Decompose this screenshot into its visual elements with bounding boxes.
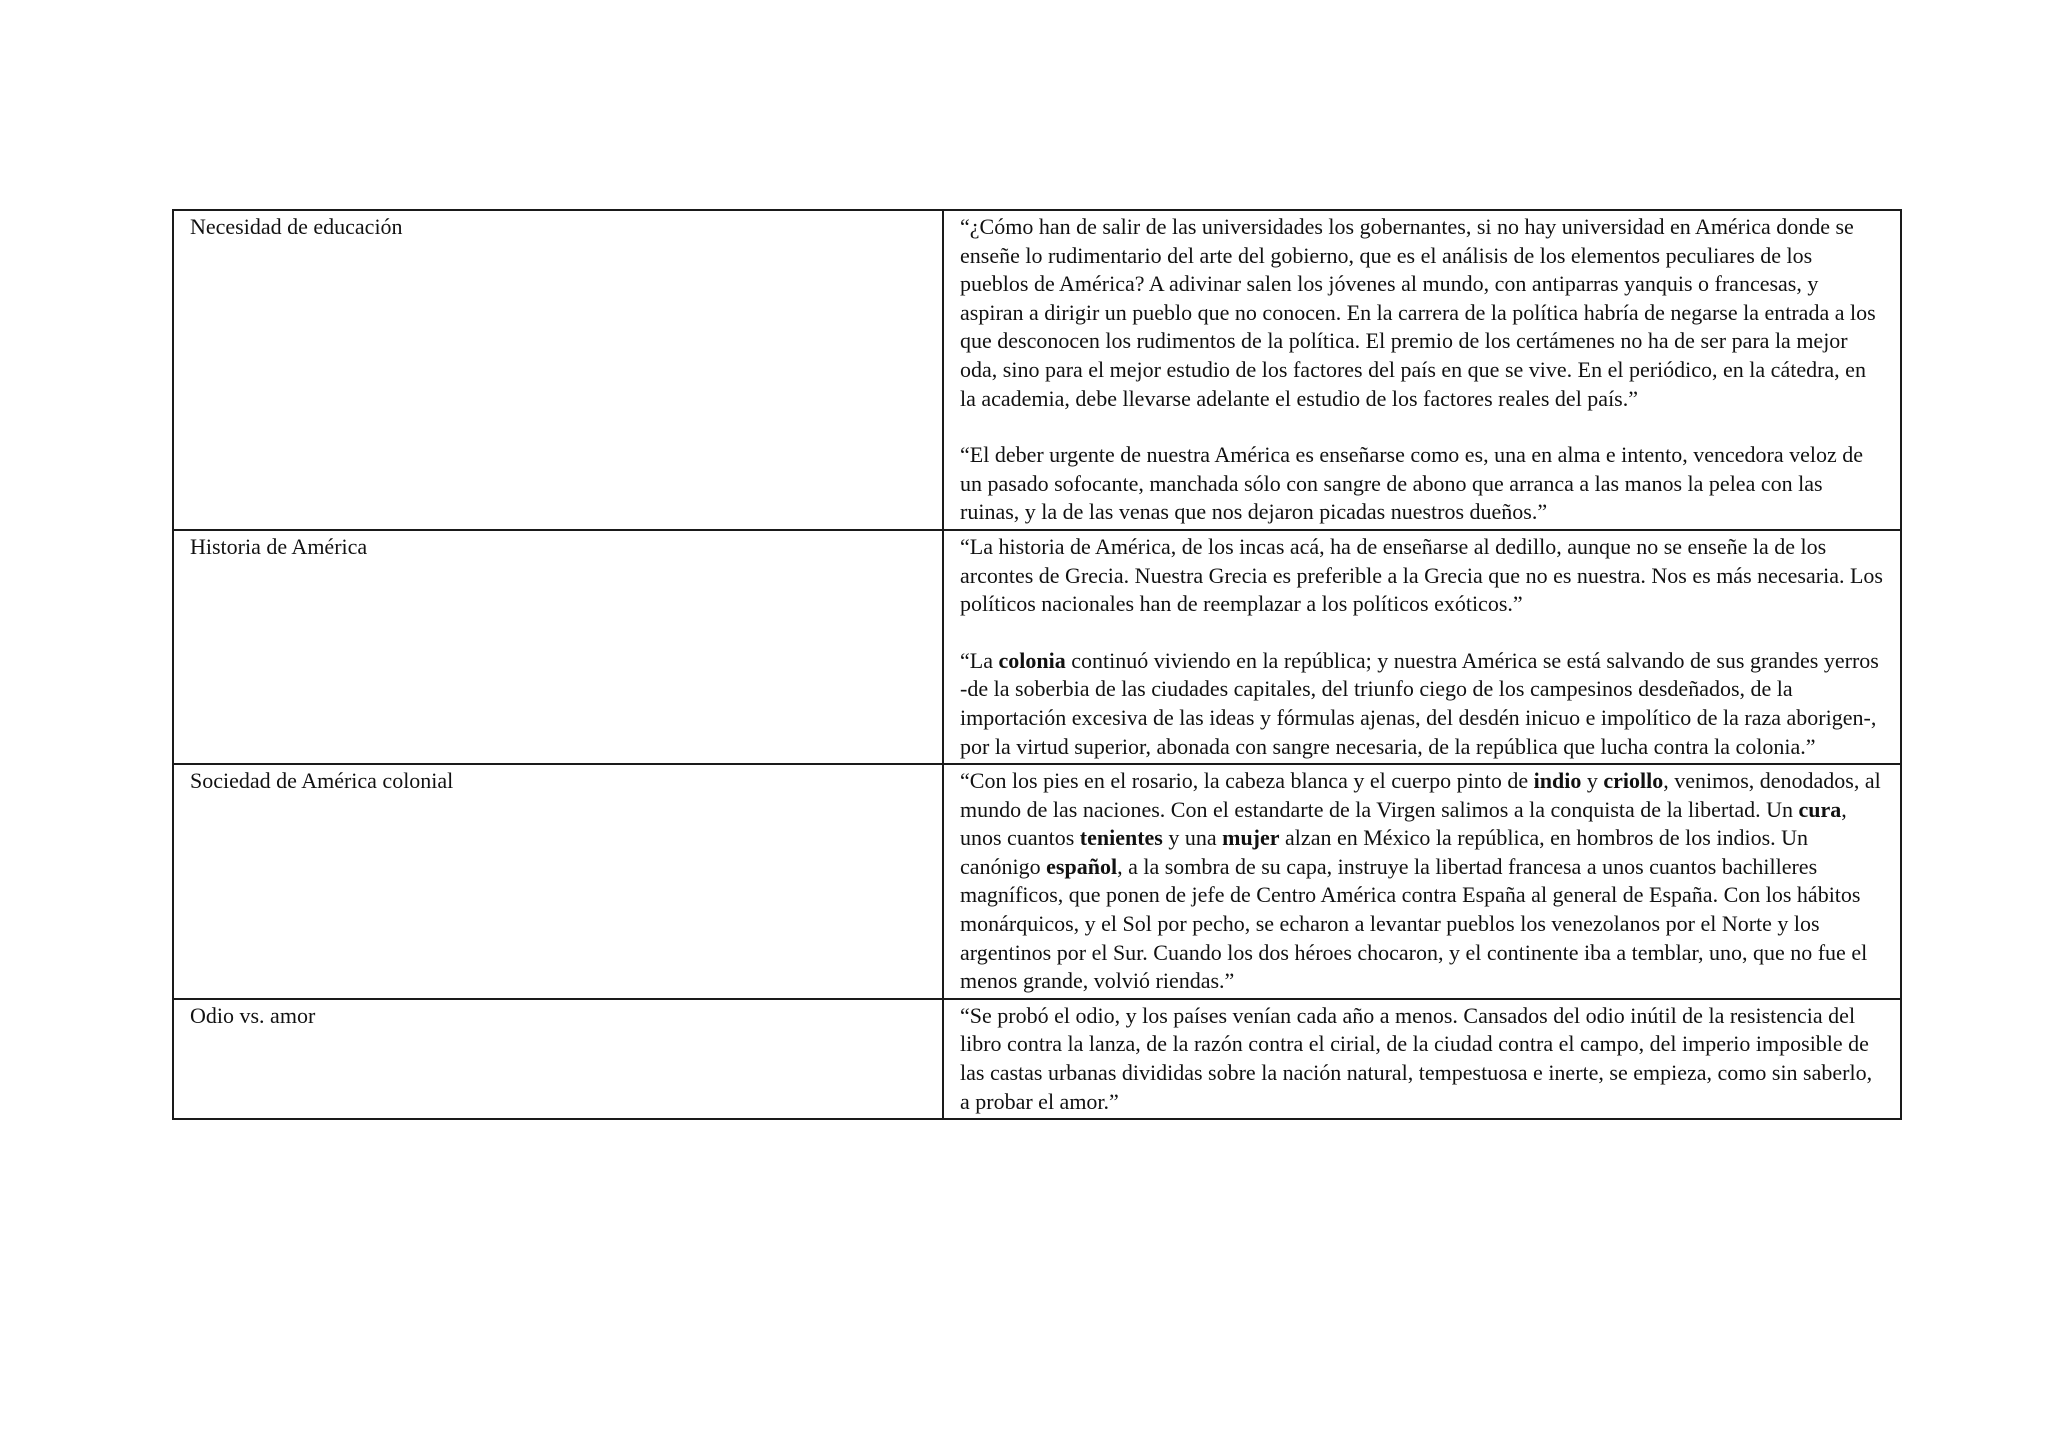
quote-text: y (1581, 768, 1604, 794)
quote-text: continuó viviendo en la república; y nuestra América se está salvando de sus grandes yerros -de la soberbia de las ciudades capitales, del triunfo ciego de los campesinos desdeñados, de la importación excesiva de las ideas y fórmulas ajenas, del desdén inicuo e impolítico de la raza aborigen-, por la virtud superior, abonada con sangre necesaria, de la república que lucha contra la colonia.” (960, 647, 1879, 759)
quote-cell (943, 999, 1901, 1119)
quote-text: y una (1162, 825, 1223, 851)
quote-text: “La historia de América, de los incas acá, ha de enseñarse al dedillo, aunque no se enseñe la de los arcontes de Grecia. Nuestra Grecia es preferible a la Grecia que no es nuestra. Nos es más necesaria. Los políticos nacionales han de reemplazar a los políticos exóticos.” (960, 533, 1883, 617)
quote-emphasis: indio (1533, 768, 1582, 794)
table-row (173, 764, 1901, 999)
themes-table (172, 209, 1902, 1120)
quote-emphasis: español (1046, 853, 1118, 879)
quote-text: “Se probó el odio, y los países venían cada año a menos. Cansados del odio inútil de la resistencia del libro contra la lanza, de la razón contra el cirial, de la ciudad contra el campo, del imperio imposible de las castas urbanas divididas sobre la nación natural, tempestuosa e inerte, se empieza, como sin saberlo, a probar el amor.” (960, 1002, 1873, 1114)
quote-cell (943, 530, 1901, 764)
quote-text: “Con los pies en el rosario, la cabeza blanca y el cuerpo pinto de (960, 768, 1534, 794)
quote-text: alzan en México la república, en hombros de los indios. Un canónigo (960, 825, 1809, 879)
quote-paragraph (960, 767, 1886, 996)
quote-text: “El deber urgente de nuestra América es enseñarse como es, una en alma e intento, vencedora veloz de un pasado sofocante, manchada sólo con sangre de abono que arranca a las manos la pelea con las ruinas, y la de las venas que nos dejaron picadas nuestros dueños.” (960, 442, 1864, 525)
quote-paragraph (960, 647, 1886, 761)
quote-text: , venimos, denodados, al mundo de las naciones. Con el estandarte de la Virgen salimos a la conquista de la libertad. Un (960, 768, 1881, 822)
table-row (173, 530, 1901, 764)
quote-text: , unos cuantos (960, 796, 1847, 851)
topic-cell: Odio vs. amor (173, 999, 943, 1119)
table-row (173, 999, 1901, 1119)
quote-emphasis: criollo (1603, 768, 1664, 794)
quote-emphasis: mujer (1222, 825, 1280, 851)
quote-paragraph (960, 213, 1886, 413)
quote-emphasis: colonia (998, 647, 1066, 673)
quote-paragraph (960, 533, 1886, 619)
quote-emphasis: tenientes (1079, 825, 1163, 851)
quote-emphasis: cura (1798, 796, 1842, 822)
quote-cell (943, 764, 1901, 999)
quote-text: “La (960, 647, 999, 673)
table-row (173, 210, 1901, 530)
topic-cell: Necesidad de educación (173, 210, 943, 530)
quote-paragraph (960, 441, 1886, 527)
topic-cell: Sociedad de América colonial (173, 764, 943, 999)
quote-text: “¿Cómo han de salir de las universidades los gobernantes, si no hay universidad en América donde se enseñe lo rudimentario del arte del gobierno, que es el análisis de los elementos peculiares de los pueblos de América? A adivinar salen los jóvenes al mundo, con antiparras yanquis o francesas, y aspiran a dirigir un pueblo que no conocen. En la carrera de la política habría de negarse la entrada a los que desconocen los rudimentos de la política. El premio de los certámenes no ha de ser para la mejor oda, sino para el mejor estudio de los factores del país en que se vive. En el periódico, en la cátedra, en la academia, debe llevarse adelante el estudio de los factores reales del país.” (960, 214, 1876, 411)
quote-cell (943, 210, 1901, 530)
quote-text: , a la sombra de su capa, instruye la libertad francesa a unos cuantos bachilleres magníficos, que ponen de jefe de Centro América contra España al general de España. Con los hábitos monárquicos, y el Sol por pecho, se echaron a levantar pueblos los venezolanos por el Norte y los argentinos por el Sur. Cuando los dos héroes chocaron, y el continente iba a temblar, uno, que no fue el menos grande, volvió riendas.” (960, 853, 1868, 994)
topic-cell: Historia de América (173, 530, 943, 764)
quote-paragraph (960, 1002, 1886, 1116)
